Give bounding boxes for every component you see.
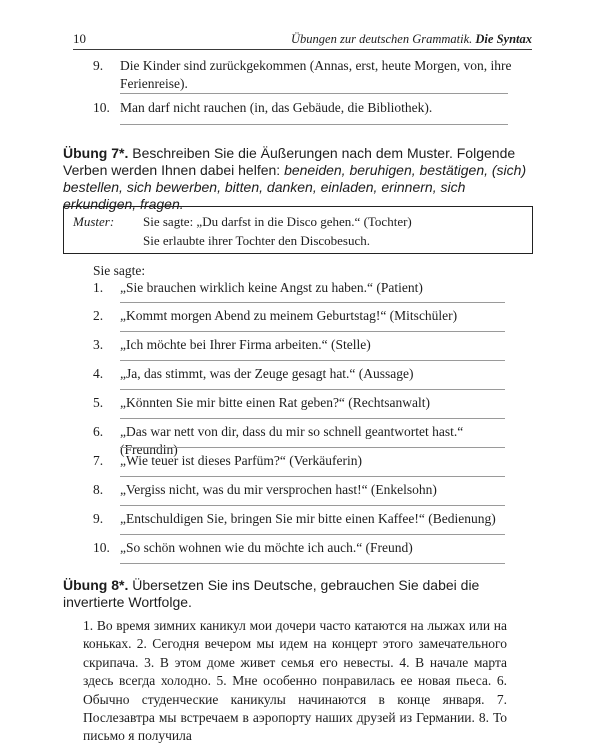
item-text: „So schön wohnen wie du möchte ich auch.“ (Freund) [120,540,413,555]
answer-line[interactable] [120,563,505,564]
item-number: 6. [93,424,104,439]
answer-line[interactable] [120,93,508,94]
item-text: „Entschuldigen Sie, bringen Sie mir bitte einen Kaffee!“ (Bedienung) [120,511,496,526]
answer-line[interactable] [120,447,505,448]
item-text: „Ja, das stimmt, was der Zeuge gesagt hat.“ (Aussage) [120,366,414,381]
muster-line-2: Sie erlaubte ihrer Tochter den Discobesuch. [143,233,370,248]
item-number: 2. [93,308,104,323]
exercise-item [93,279,513,297]
running-title: Übungen zur deutschen Grammatik. Die Syntax [291,32,532,46]
verb-list: beneiden, beruhigen, bestätigen, (sich) bestellen, sich bewerben, bitten, danken, einladen, erinnern, sich erkundigen, fragen. [63,162,527,212]
answer-line[interactable] [120,360,505,361]
item-number: 8. [93,482,104,497]
answer-line[interactable] [120,534,505,535]
exercise-8-title: Übung 8*. [63,577,129,593]
item-text: Die Kinder sind zurückgekommen (Annas, erst, heute Morgen, von, ihre Ferienreise). [120,58,512,91]
item-number: 5. [93,395,104,410]
item-number: 4. [93,366,104,381]
item-text: „Vergiss nicht, was du mir versprochen hast!“ (Enkelsohn) [120,482,437,497]
item-number: 10. [93,100,110,115]
exercise-item [93,452,513,470]
exercise-item [93,539,513,557]
answer-line[interactable] [120,124,508,125]
item-text: „Das war nett von dir, dass du mir so schnell geantwortet hast.“ (Freundin) [120,424,464,457]
answer-line[interactable] [120,418,505,419]
muster-line-1: Sie sagte: „Du darfst in die Disco gehen.“ (Tochter) [143,214,412,229]
item-text: „Könnten Sie mir bitte einen Rat geben?“ (Rechtsanwalt) [120,395,431,410]
muster-box [63,206,533,254]
running-title-section: Die Syntax [475,32,532,46]
intro-text: Sie sagte: [93,263,146,278]
exercise-item [93,510,513,528]
item-text: Man darf nicht rauchen (in, das Gebäude, die Bibliothek). [120,100,433,115]
exercise-7-instruction: Übung 7*. Beschreiben Sie die Äußerungen nach dem Muster. Folgende Verben werden Ihnen dabei helfen: beneiden, beruhigen, bestätigen, (sich) bestellen, sich bewerben, bitten, danken, einladen, erinnern, sich erkundigen, fragen. [63,145,527,212]
item-number: 7. [93,453,104,468]
answer-line[interactable] [120,331,505,332]
answer-line[interactable] [120,476,505,477]
exercise-item [93,336,513,354]
item-number: 9. [93,58,104,73]
answer-line[interactable] [120,389,505,390]
item-text: „Kommt morgen Abend zu meinem Geburtstag!“ (Mitschüler) [120,308,458,323]
exercise-8-instruction: Übung 8*. Übersetzen Sie ins Deutsche, gebrauchen Sie dabei die invertierte Wortfolge. [63,577,480,610]
item-number: 9. [93,511,104,526]
answer-line[interactable] [120,505,505,506]
exercise-item [93,481,513,499]
exercise-item [93,307,513,325]
answer-line[interactable] [120,302,505,303]
prev-item [93,57,513,93]
exercise-7-title: Übung 7*. [63,145,129,161]
muster-label: Muster: [73,214,115,229]
page-header [73,31,532,50]
item-number: 10. [93,540,110,555]
item-text: „Sie brauchen wirklich keine Angst zu haben.“ (Patient) [120,280,423,295]
prev-item [93,99,513,117]
item-number: 3. [93,337,104,352]
item-text: „Ich möchte bei Ihrer Firma arbeiten.“ (Stelle) [120,337,371,352]
page-number: 10 [73,31,86,46]
exercise-item [93,365,513,383]
exercise-item [93,394,513,412]
translation-text: 1. Во время зимних каникул мои дочери часто катаются на лыжах или на коньках. 2. Сегодня вечером мы идем на концерт этого замечательного скрипача. 3. В этом доме живет семья его невесты. 4. В начале марта здесь всегда холодно. 5. Мне особенно понравилась ее новая пьеса. 6. Обычно студенческие каникулы начинаются в конце января. 7. Послезавтра мы встречаем в аэропорту наших друзей из Германии. 8. То письмо я получила [83,618,507,744]
item-number: 1. [93,280,104,295]
item-text: „Wie teuer ist dieses Parfüm?“ (Verkäuferin) [120,453,362,468]
